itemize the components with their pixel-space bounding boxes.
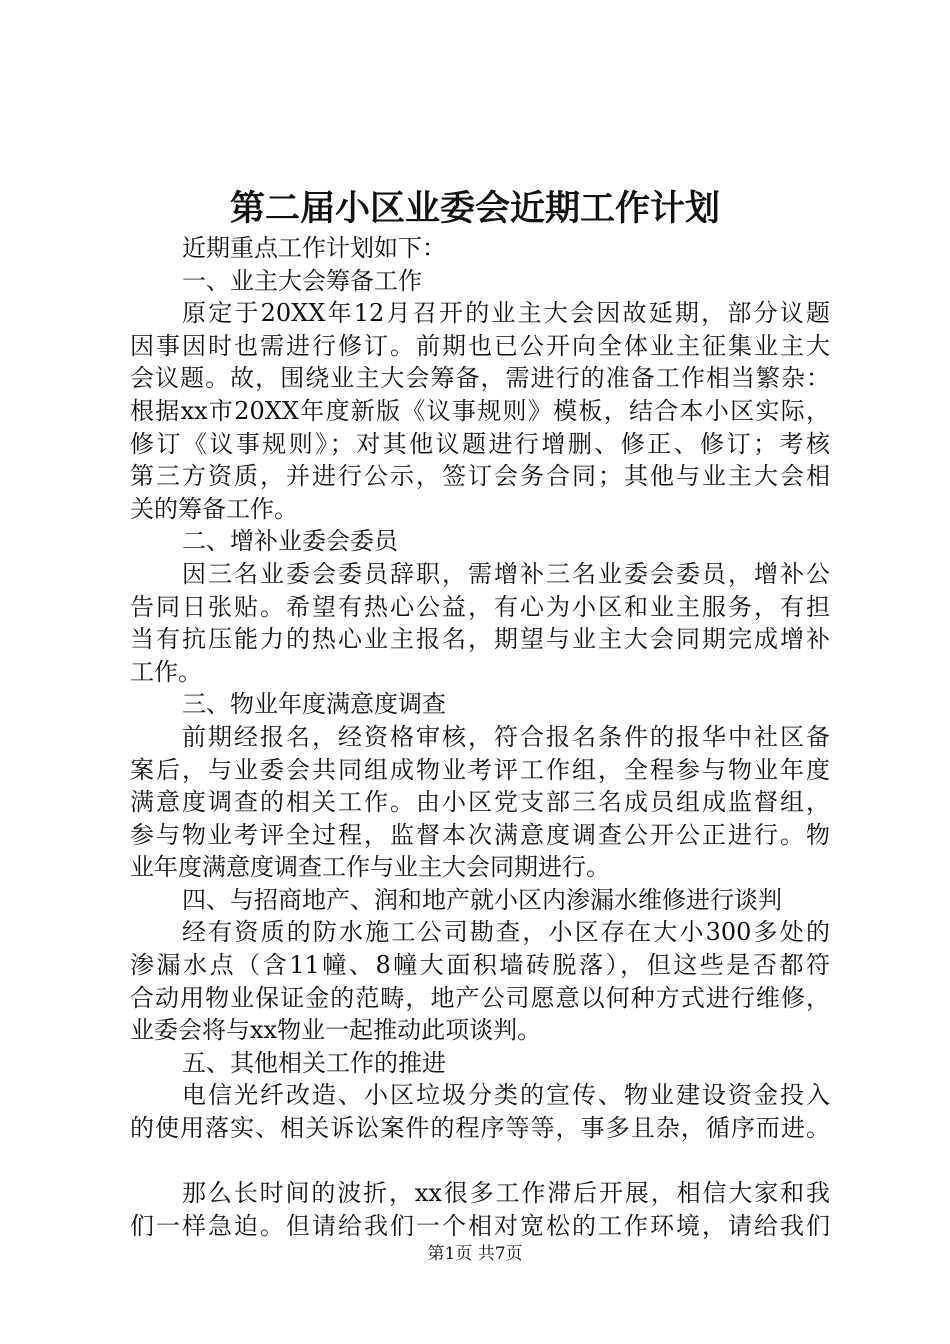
paragraph-line: 因事因时也需进行修订。前期也已公开向全体业主征集业主大 bbox=[130, 331, 830, 360]
paragraph-line: 满意度调查的相关工作。由小区党支部三名成员组成监督组， bbox=[130, 788, 830, 817]
paragraph-line: 业委会将与xx物业一起推动此项谈判。 bbox=[130, 1016, 542, 1045]
paragraph-line: 当有抗压能力的热心业主报名，期望与业主大会同期完成增补 bbox=[130, 625, 830, 654]
paragraph-line: 经有资质的防水施工公司勘查，小区存在大小300多处的 bbox=[182, 918, 830, 947]
page-footer: 第1页 共7页 bbox=[427, 1244, 523, 1264]
blank-line bbox=[130, 1145, 830, 1178]
document-body bbox=[130, 232, 830, 1242]
paragraph-line: 们一样急迫。但请给我们一个相对宽松的工作环境，请给我们 bbox=[130, 1211, 830, 1240]
paragraph-line: 参与物业考评全过程，监督本次满意度调查公开公正进行。物 bbox=[130, 820, 830, 849]
paragraph-line: 渗漏水点（含11幢、8幢大面积墙砖脱落），但这些是否都符 bbox=[130, 951, 830, 980]
paragraph-line: 合动用物业保证金的范畴，地产公司愿意以何种方式进行维修， bbox=[130, 983, 830, 1012]
paragraph-line: 业年度满意度调查工作与业主大会同期进行。 bbox=[130, 853, 610, 882]
document-title: 第二届小区业委会近期工作计划 bbox=[229, 188, 720, 229]
paragraph-line: 修订《议事规则》；对其他议题进行增删、修正、修订；考核 bbox=[130, 429, 830, 458]
section-heading-line: 二、增补业委会委员 bbox=[182, 527, 398, 556]
section-heading-line: 一、业主大会筹备工作 bbox=[182, 266, 422, 295]
paragraph-line: 前期经报名，经资格审核，符合报名条件的报华中社区备 bbox=[182, 722, 830, 751]
paragraph-line: 工作。 bbox=[130, 657, 202, 686]
section-heading-line: 四、与招商地产、润和地产就小区内渗漏水维修进行谈判 bbox=[182, 885, 782, 914]
paragraph-line: 关的筹备工作。 bbox=[130, 494, 298, 523]
paragraph-line: 原定于20XX年12月召开的业主大会因故延期，部分议题 bbox=[182, 299, 830, 328]
paragraph-line: 因三名业委会委员辞职，需增补三名业委会委员，增补公 bbox=[182, 559, 830, 588]
section-heading-line: 五、其他相关工作的推进 bbox=[182, 1048, 446, 1077]
paragraph-line: 案后，与业委会共同组成物业考评工作组，全程参与物业年度 bbox=[130, 755, 830, 784]
paragraph-line: 根据xx市20XX年度新版《议事规则》模板，结合本小区实际， bbox=[130, 396, 830, 425]
paragraph-line: 的使用落实、相关诉讼案件的程序等等，事多且杂，循序而进。 bbox=[130, 1114, 830, 1143]
paragraph-line: 告同日张贴。希望有热心公益，有心为小区和业主服务，有担 bbox=[130, 592, 830, 621]
paragraph-line: 电信光纤改造、小区垃圾分类的宣传、物业建设资金投入 bbox=[182, 1081, 830, 1110]
paragraph-line: 第三方资质，并进行公示，签订会务合同；其他与业主大会相 bbox=[130, 462, 830, 491]
paragraph-line: 那么长时间的波折，xx很多工作滞后开展，相信大家和我 bbox=[182, 1179, 830, 1208]
section-heading-line: 近期重点工作计划如下： bbox=[182, 234, 446, 262]
paragraph-line: 会议题。故，围绕业主大会筹备，需进行的准备工作相当繁杂： bbox=[130, 364, 830, 393]
section-heading-line: 三、物业年度满意度调查 bbox=[182, 690, 446, 719]
